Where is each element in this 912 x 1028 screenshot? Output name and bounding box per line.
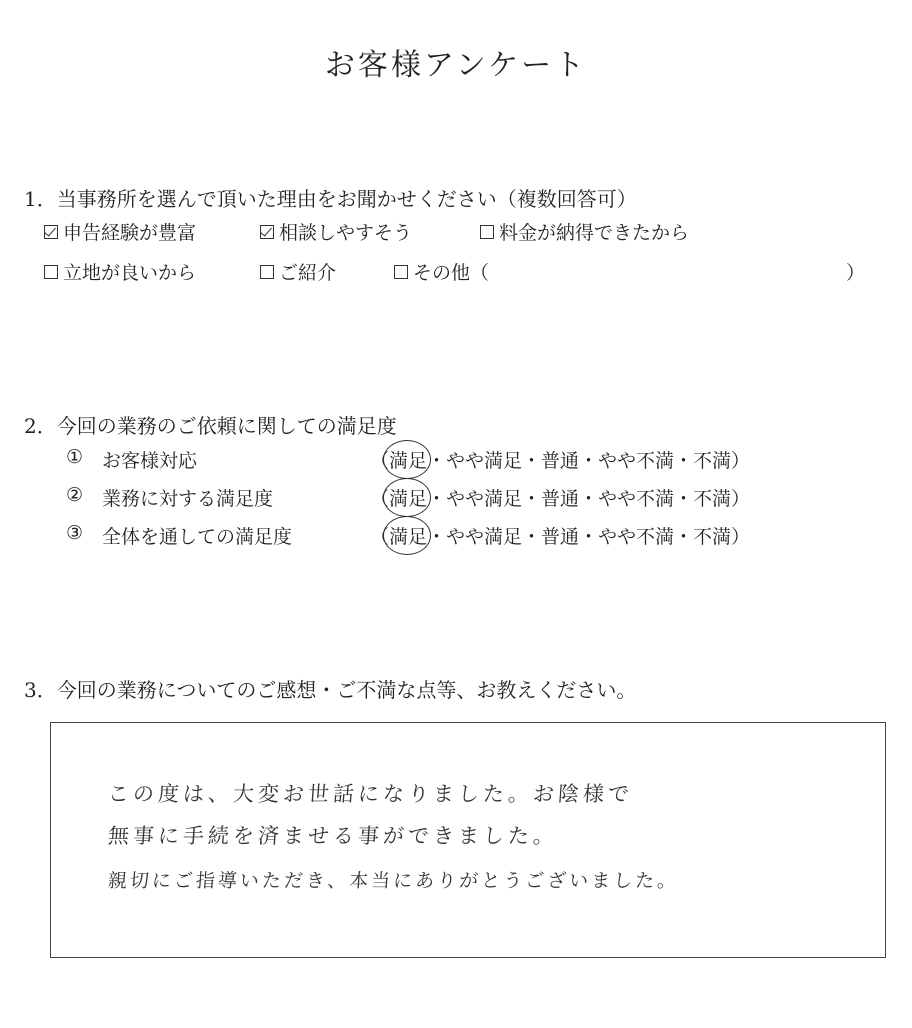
rating-row-3-rest: ・やや満足・普通・やや不満・不満） (427, 526, 751, 548)
checkbox-location[interactable] (44, 265, 58, 279)
comment-line-2: 無事に手続を済ませる事ができました。 (107, 824, 559, 848)
rating-row-1-selected[interactable]: 満足 (389, 446, 427, 473)
option-easy-consult[interactable] (260, 218, 412, 245)
checkbox-referral[interactable] (260, 265, 274, 279)
checkbox-other[interactable] (394, 265, 408, 279)
comment-line-3: 親切にご指導いただき、本当にありがとうございました。 (107, 870, 680, 892)
question-1-label: 1．当事務所を選んで頂いた理由をお聞かせください（複数回答可） (24, 187, 637, 211)
rating-row-1-open: （ (370, 450, 390, 472)
rating-row-3-selected[interactable]: 満足 (389, 522, 427, 549)
rating-row-2-label: 業務に対する満足度 (102, 488, 274, 510)
rating-row-3-open: （ (370, 526, 390, 548)
rating-row-3-num: ③ (66, 522, 84, 544)
checkbox-easy-consult[interactable] (260, 225, 274, 239)
option-experience[interactable] (44, 218, 196, 245)
rating-row-2-selected[interactable]: 満足 (389, 484, 427, 511)
option-location[interactable] (44, 258, 196, 285)
option-other-close: ） (846, 262, 866, 284)
rating-row-2-scale[interactable] (370, 484, 750, 511)
rating-row-1-num: ① (66, 446, 84, 468)
rating-row-3-label: 全体を通しての満足度 (102, 526, 293, 548)
option-other-label: その他（ (413, 262, 490, 284)
rating-row-2-open: （ (370, 488, 390, 510)
rating-row-1-rest: ・やや満足・普通・やや不満・不満） (427, 450, 751, 472)
rating-row-2-num: ② (66, 484, 84, 506)
checkbox-experience[interactable] (44, 225, 58, 239)
question-3-label: 3．今回の業務についてのご感想・ご不満な点等、お教えください。 (24, 678, 637, 702)
survey-title: お客様アンケート (324, 48, 588, 83)
option-easy-consult-label: 相談しやすそう (279, 222, 413, 244)
option-location-label: 立地が良いから (63, 262, 197, 284)
rating-row-3-scale[interactable] (370, 522, 750, 549)
rating-row-2-rest: ・やや満足・普通・やや不満・不満） (427, 488, 751, 510)
rating-row-1-label: お客様対応 (102, 450, 198, 472)
option-experience-label: 申告経験が豊富 (63, 222, 197, 244)
option-fee-label: 料金が納得できたから (499, 222, 690, 244)
option-fee[interactable] (480, 218, 689, 245)
comment-line-1: この度は、大変お世話になりました。お陰様で (107, 782, 634, 806)
question-2-label: 2．今回の業務のご依頼に関しての満足度 (24, 414, 397, 438)
rating-row-1-scale[interactable] (370, 446, 750, 473)
option-referral[interactable] (260, 258, 336, 285)
option-referral-label: ご紹介 (279, 262, 337, 284)
option-other[interactable] (394, 258, 489, 285)
checkbox-fee[interactable] (480, 225, 494, 239)
